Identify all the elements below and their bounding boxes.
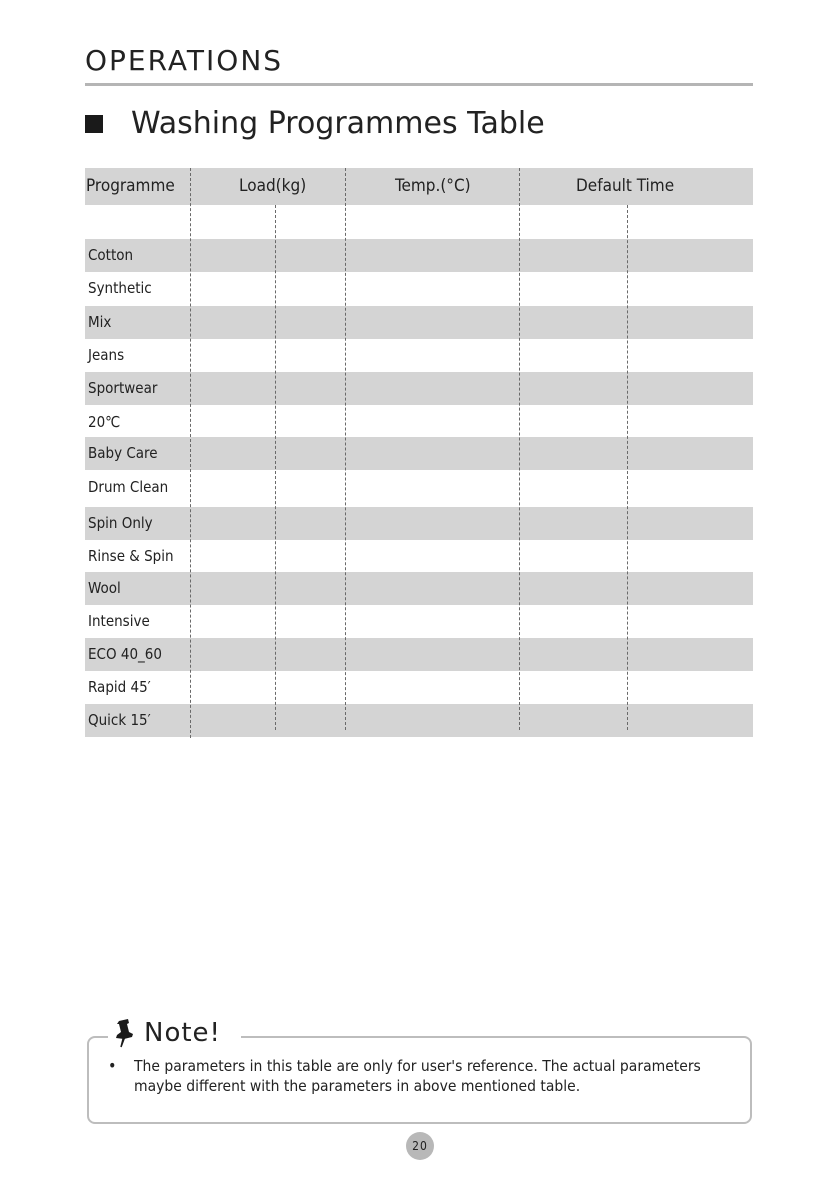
programme-name: Wool [88,579,121,597]
column-divider [627,205,628,730]
table-row [85,638,753,671]
table-row [85,437,753,470]
table-row [85,471,753,504]
table-row [85,704,753,737]
page-number: 20 [406,1132,434,1160]
programme-name: Mix [88,313,112,331]
header-temp: Temp.(°C) [395,176,471,196]
table-row [85,507,753,540]
table-row [85,372,753,405]
column-divider [190,168,191,738]
programme-name: Intensive [88,612,150,630]
note-text: The parameters in this table are only for user's reference. The actual parameters maybe different with the parameters in above mentioned table. [134,1057,701,1095]
column-divider [519,168,520,730]
programme-name: ECO 40_60 [88,645,162,663]
programme-name: Quick 15′ [88,711,151,729]
column-divider [275,205,276,730]
pushpin-icon [112,1018,138,1048]
header-load: Load(kg) [239,176,307,196]
programme-name: 20℃ [88,413,121,431]
table-row [85,406,753,439]
table-row [85,239,753,272]
table-row [85,540,753,573]
table-row [85,605,753,638]
programme-name: Jeans [88,346,125,364]
programme-name: Baby Care [88,444,158,462]
square-bullet-icon [85,115,103,133]
programme-name: Synthetic [88,279,152,297]
table-row [85,339,753,372]
programmes-table [85,168,753,738]
table-row [85,671,753,704]
column-divider [345,168,346,730]
section-divider [85,83,753,86]
table-header [85,168,753,205]
programme-name: Rapid 45′ [88,678,151,696]
note-bullet: • [108,1056,117,1075]
programme-name: Sportwear [88,379,158,397]
programme-name: Rinse & Spin [88,547,174,565]
subheading [85,106,545,141]
programme-name: Drum Clean [88,478,169,496]
section-title: OPERATIONS [85,44,284,77]
table-row [85,306,753,339]
table-row [85,572,753,605]
header-programme: Programme [86,176,175,196]
programme-name: Spin Only [88,514,153,532]
table-row [85,272,753,305]
header-time: Default Time [576,176,675,196]
programme-name: Cotton [88,246,134,264]
note-header [108,1018,241,1048]
subheading-text: Washing Programmes Table [131,106,545,141]
note-title: Note! [144,1018,221,1048]
